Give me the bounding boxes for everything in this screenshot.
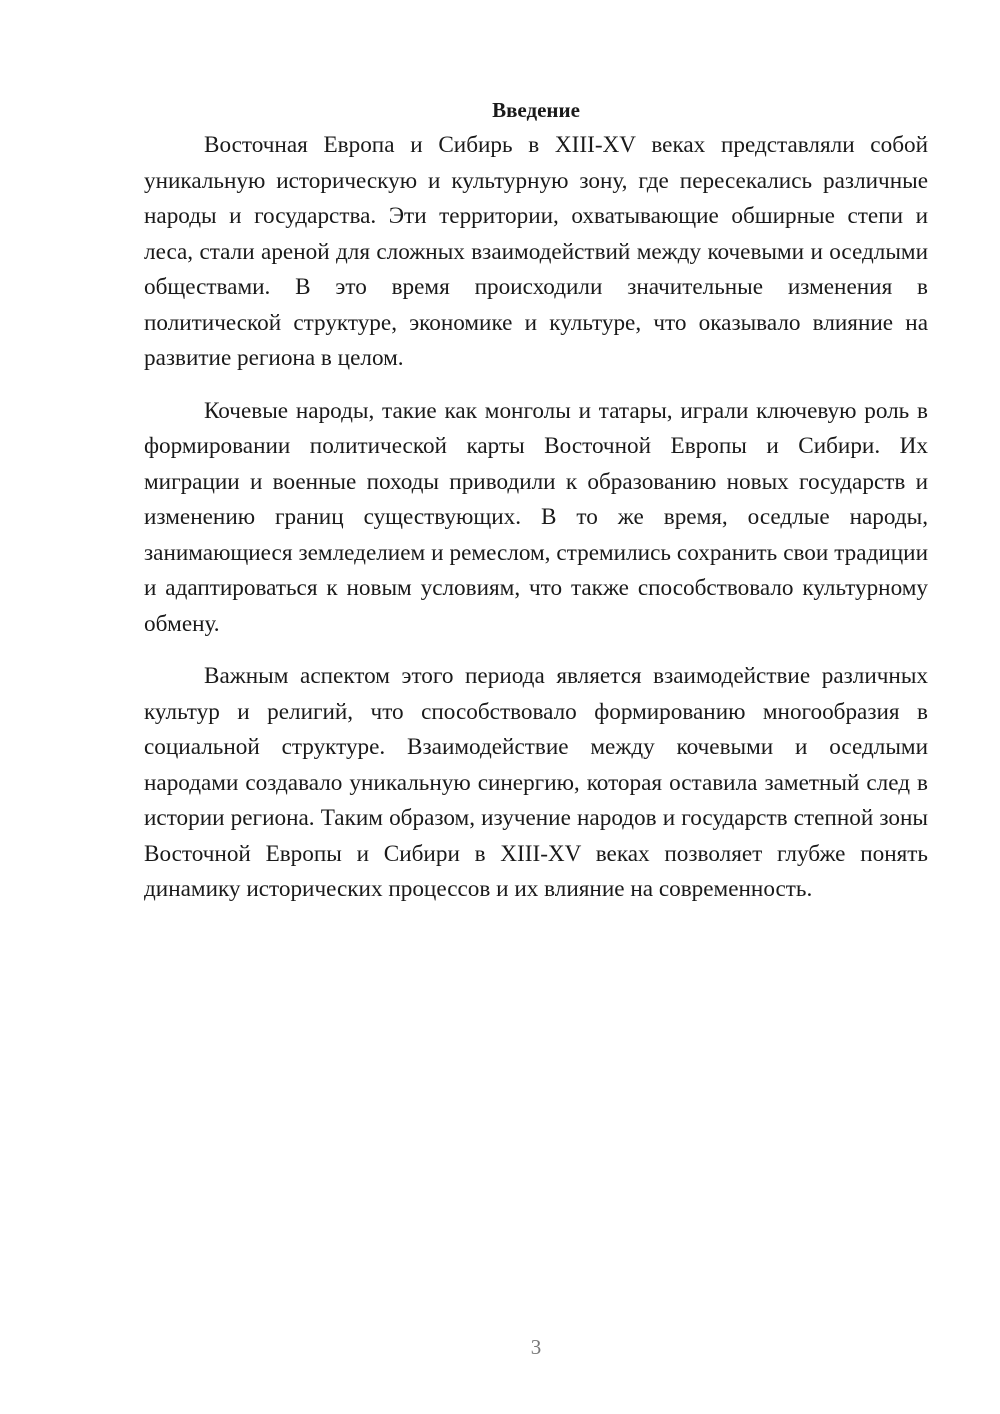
page-content xyxy=(144,94,928,925)
page-number: 3 xyxy=(530,1335,542,1359)
paragraph-3: Важным аспектом этого периода является взаимодействие различных культур и религий, что способствовало формированию многообразия в социальной структуре. Взаимодействие между кочевыми и оседлыми народами создавало уникальную синергию, которая оставила заметный след в истории региона. Таким образом, изучение народов и государств степной зоны Восточной Европы и Сибири в XIII-XV веках позволяет глубже понять динамику исторических процессов и их влияние на современность. xyxy=(144,663,928,902)
section-heading: Введение xyxy=(492,98,580,122)
paragraph-1: Восточная Европа и Сибирь в XIII-XV веках представляли собой уникальную историческую и культурную зону, где пересекались различные народы и государства. Эти территории, охватывающие обширные степи и леса, стали ареной для сложных взаимодействий между кочевыми и оседлыми обществами. В это время происходили значительные изменения в политической структуре, экономике и культуре, что оказывало влияние на развитие региона в целом. xyxy=(144,132,928,371)
paragraph-2: Кочевые народы, такие как монголы и татары, играли ключевую роль в формировании политической карты Восточной Европы и Сибири. Их миграции и военные походы приводили к образованию новых государств и изменению границ существующих. В то же время, оседлые народы, занимающиеся земледелием и ремеслом, стремились сохранить свои традиции и адаптироваться к новым условиям, что также способствовало культурному обмену. xyxy=(144,397,928,637)
